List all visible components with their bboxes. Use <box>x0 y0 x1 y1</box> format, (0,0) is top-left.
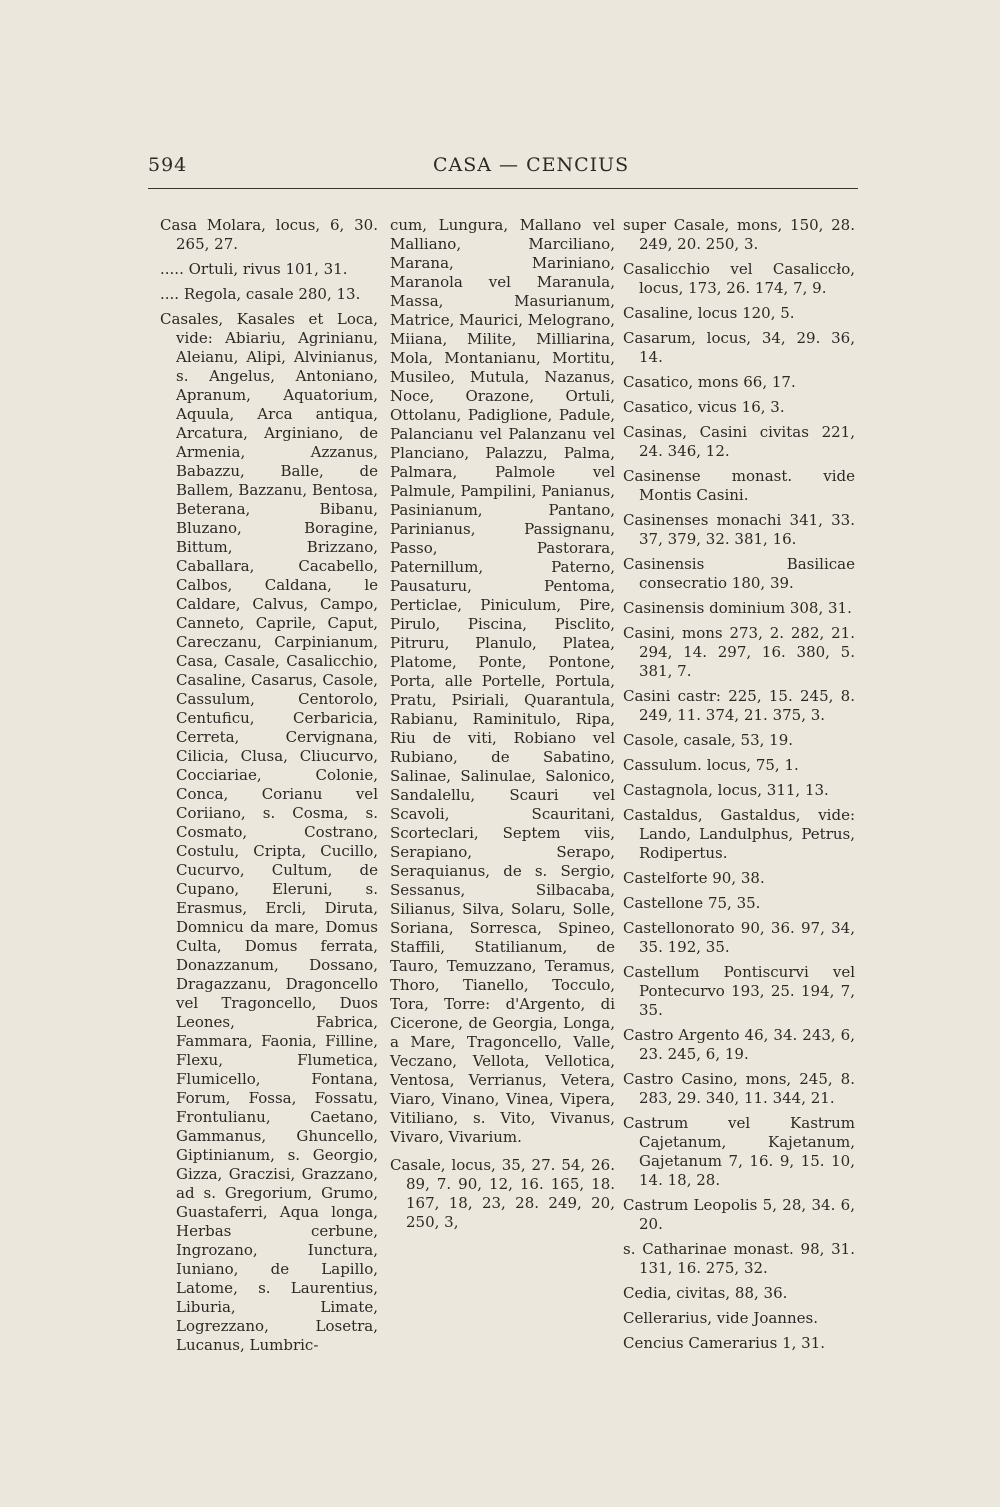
index-entry: Casaline, locus 120, 5. <box>623 304 795 322</box>
index-entry: super Casale, mons, 150, 28. 249, 20. 250, 3. <box>623 216 855 253</box>
index-entry: Castagnola, locus, 311, 13. <box>623 781 829 799</box>
index-entry: Cencius Camerarius 1, 31. <box>623 1334 826 1352</box>
index-entry: Casinensis Basilicae consecratio 180, 39. <box>623 555 855 592</box>
index-entry: s. Catharinae monast. 98, 31. 131, 16. 275, 32. <box>623 1240 855 1277</box>
index-entry: Casole, casale, 53, 19. <box>623 731 794 749</box>
running-title: CASA — CENCIUS <box>433 154 630 176</box>
index-column-2 <box>390 216 615 1241</box>
page-header <box>148 154 858 184</box>
index-entry: Casinensis dominium 308, 31. <box>623 599 852 617</box>
index-entry: Castellonorato 90, 36. 97, 34, 35. 192, 35. <box>623 919 855 956</box>
index-entry: Castellum Pontiscurvi vel Pontecurvo 193, 25. 194, 7, 35. <box>623 963 855 1019</box>
index-entry: Castro Casino, mons, 245, 8. 283, 29. 340, 11. 344, 21. <box>623 1070 855 1107</box>
header-rule <box>148 188 858 189</box>
index-entry: Casinenses monachi 341, 33. 37, 379, 32. 381, 16. <box>623 511 855 548</box>
index-entry: Casini, mons 273, 2. 282, 21. 294, 14. 297, 16. 380, 5. 381, 7. <box>623 624 855 680</box>
page-number: 594 <box>148 154 188 176</box>
index-entry: Castrum vel Kastrum Cajetanum, Kajetanum, Gajetanum 7, 16. 9, 15. 10, 14. 18, 28. <box>623 1114 855 1189</box>
index-entry: Cedia, civitas, 88, 36. <box>623 1284 788 1302</box>
index-entry: Castrum Leopolis 5, 28, 34. 6, 20. <box>623 1196 855 1233</box>
index-entry: ..... Ortuli, rivus 101, 31. <box>160 260 348 278</box>
index-entry: Casini castr: 225, 15. 245, 8. 249, 11. 374, 21. 375, 3. <box>623 687 855 724</box>
index-entry: Castellone 75, 35. <box>623 894 761 912</box>
index-entry: Casinense monast. vide Montis Casini. <box>623 467 855 504</box>
index-entry: Casatico, mons 66, 17. <box>623 373 796 391</box>
index-entry-continuation: cum, Lungura, Mallano vel Malliano, Marciliano, Marana, Mariniano, Maranola vel Maranula, Massa, Masurianum, Matrice, Mauricі, Melograno, Miiana, Milite, Milliarina, Mola, Montanianu, Mortitu, Musileo, Mutula, Nazanus, Noce, Orazone, Ortuli, Ottolanu, Padiglione, Padule, Palancianu vel Palanzanu vel Planciano, Palazzu, Palma, Palmara, Palmole vel Palmule, Pampilini, Panianus, Pasinianum, Pantano, Parinianus, Passignanu, Passo, Pastorara, Paternillum, Paterno, Pausaturu, Pentoma, Perticlae, Piniculum, Pire, Pirulo, Piscina, Pisclito, Pitruru, Planulo, Platea, Platome, Ponte, Pontone, Porta, alle Portelle, Portula, Pratu, Psiriali, Quarantula, Rabianu, Raminitulo, Ripa, Riu de viti, Robiano vel Rubiano, de Sabatino, Salinae, Salinulae, Salonico, Sandalellu, Scauri vel Scavoli, Scauritani, Scorteclari, Septem viis, Serapiano, Serapo, Seraquianus, de s. Sergio, Sessanus, Silbacaba, Silianus, Silva, Solaru, Solle, Soriana, Sorresca, Spineo, Staffili, Statilianum, de Tauro, Temuzzano, Teramus, Thoro, Tianello, Tocculo, Tora, Torre: d'Argento, di Cicerone, de Georgia, Longa, a Mare, Tragoncello, Valle, Veczano, Vellota, Vellotica, Ventosa, Verrianus, Vetera, Viaro, Vinano, Vinea, Vipera, Vitiliano, s. Vito, Vivanus, Vivaro, Vivarium. <box>390 216 616 1146</box>
index-entry: Casales, Kasales et Loca, vide: Abiariu, Agrinianu, Aleianu, Alipi, Alvinianus, s. Angelus, Antoniano, Apranum, Aquatorium, Aquula, Arca antiqua, Arcatura, Arginiano, de Armenia, Azzanus, Babazzu, Balle, de Ballem, Bazzanu, Bentosa, Beterana, Bibanu, Bluzano, Boragine, Bittum, Brizzano, Caballara, Cacabello, Calbos, Caldana, le Caldare, Calvus, Campo, Canneto, Caprile, Caput, Careczanu, Carpinianum, Casa, Casale, Casalicchio, Casaline, Casarus, Casole, Cassulum, Centorolo, Centuficu, Cerbaricia, Cerreta, Cervignana, Cilicia, Clusa, Cliucurvo, Cocciariae, Colonie, Conca, Corianu vel Coriiano, s. Cosma, s. Cosmato, Costrano, Costulu, Cripta, Cucillo, Cucurvo, Cultum, de Cupano, Eleruni, s. Erasmus, Ercli, Diruta, Domnicu da mare, Domus Culta, Domus ferrata, Donazzanum, Dossano, Dragazzanu, Dragoncello vel Tragoncello, Duos Leones, Fabrica, Fammara, Faonia, Filline, Flexu, Flumetica, Flumicello, Fontana, Forum, Fossa, Fossatu, Frontulianu, Caetano, Gammanus, Ghuncello, Giptinianum, s. Georgio, Gizza, Graczisi, Grazzano, ad s. Gregorium, Grumo, Guastaferri, Aqua longa, Herbas cerbune, Ingrozano, Iunctura, Iuniano, de Lapillo, Latome, s. Laurentius, Liburia, Limate, Logrezzano, Losetra, Lucanus, Lumbric- <box>160 310 378 1354</box>
index-entry: Casarum, locus, 34, 29. 36, 14. <box>623 329 855 366</box>
index-entry: Castelforte 90, 38. <box>623 869 765 887</box>
index-entry: Castaldus, Gastaldus, vide: Lando, Landulphus, Petrus, Rodipertus. <box>623 806 855 862</box>
index-column-3 <box>623 216 855 1359</box>
index-entry: Cellerarius, vide Joannes. <box>623 1309 818 1327</box>
index-entry: Castro Argento 46, 34. 243, 6, 23. 245, 6, 19. <box>623 1026 855 1063</box>
index-entry: Casalicchio vel Casaliccło, locus, 173, 26. 174, 7, 9. <box>623 260 855 297</box>
index-entry: Cassulum. locus, 75, 1. <box>623 756 799 774</box>
index-entry: Casinas, Casini civitas 221, 24. 346, 12. <box>623 423 855 460</box>
index-entry: Casatico, vicus 16, 3. <box>623 398 785 416</box>
index-entry: .... Regola, casale 280, 13. <box>160 285 361 303</box>
index-entry: Casale, locus, 35, 27. 54, 26. 89, 7. 90, 12, 16. 165, 18. 167, 18, 23, 28. 249, 20, 250, 3, <box>390 1156 615 1231</box>
index-column-1 <box>160 216 378 1364</box>
index-entry: Casa Molara, locus, 6, 30. 265, 27. <box>160 216 378 253</box>
